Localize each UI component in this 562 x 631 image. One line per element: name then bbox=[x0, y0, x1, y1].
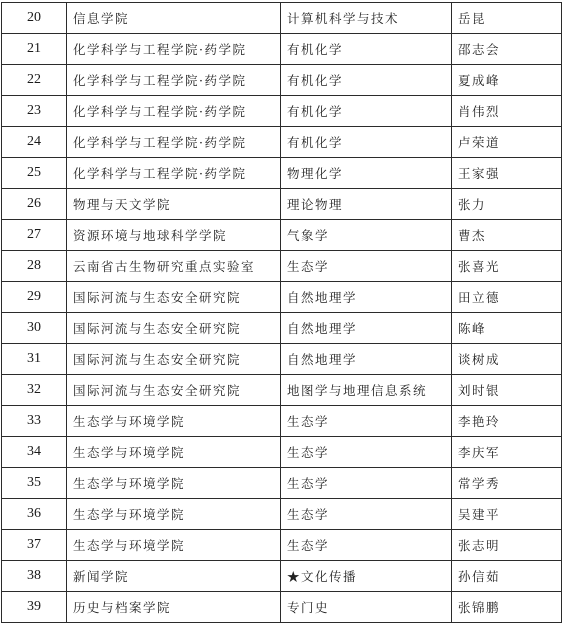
advisor-name-cell: 张力 bbox=[452, 189, 562, 220]
advisor-name-cell: 李庆军 bbox=[452, 437, 562, 468]
department-cell: 生态学与环境学院 bbox=[67, 468, 281, 499]
major-cell: 气象学 bbox=[281, 220, 452, 251]
department-cell: 化学科学与工程学院·药学院 bbox=[67, 65, 281, 96]
major-cell: 自然地理学 bbox=[281, 313, 452, 344]
major-cell: 物理化学 bbox=[281, 158, 452, 189]
advisor-name-cell: 常学秀 bbox=[452, 468, 562, 499]
row-number-cell: 28 bbox=[2, 251, 67, 282]
advisor-name-cell: 田立德 bbox=[452, 282, 562, 313]
row-number-cell: 37 bbox=[2, 530, 67, 561]
table-row bbox=[2, 65, 562, 96]
table-row bbox=[2, 34, 562, 65]
major-cell: 生态学 bbox=[281, 437, 452, 468]
major-cell: 地图学与地理信息系统 bbox=[281, 375, 452, 406]
major-cell: 自然地理学 bbox=[281, 282, 452, 313]
major-cell: 有机化学 bbox=[281, 127, 452, 158]
advisor-name-cell: 刘时银 bbox=[452, 375, 562, 406]
advisor-name-cell: 邵志会 bbox=[452, 34, 562, 65]
row-number-cell: 25 bbox=[2, 158, 67, 189]
major-cell: 自然地理学 bbox=[281, 344, 452, 375]
table-row bbox=[2, 344, 562, 375]
department-cell: 生态学与环境学院 bbox=[67, 499, 281, 530]
row-number-cell: 21 bbox=[2, 34, 67, 65]
department-cell: 化学科学与工程学院·药学院 bbox=[67, 158, 281, 189]
advisor-name-cell: 李艳玲 bbox=[452, 406, 562, 437]
row-number-cell: 23 bbox=[2, 96, 67, 127]
major-cell: 有机化学 bbox=[281, 65, 452, 96]
major-cell: 生态学 bbox=[281, 406, 452, 437]
advisor-name-cell: 陈峰 bbox=[452, 313, 562, 344]
advisor-name-cell: 张喜光 bbox=[452, 251, 562, 282]
table-body bbox=[2, 3, 562, 623]
table-row bbox=[2, 189, 562, 220]
table-row bbox=[2, 375, 562, 406]
department-cell: 历史与档案学院 bbox=[67, 592, 281, 623]
major-cell: 生态学 bbox=[281, 468, 452, 499]
department-cell: 生态学与环境学院 bbox=[67, 437, 281, 468]
advisor-name-cell: 孙信茹 bbox=[452, 561, 562, 592]
row-number-cell: 38 bbox=[2, 561, 67, 592]
table-row bbox=[2, 437, 562, 468]
table-row bbox=[2, 127, 562, 158]
row-number-cell: 36 bbox=[2, 499, 67, 530]
department-cell: 化学科学与工程学院·药学院 bbox=[67, 127, 281, 158]
advisor-name-cell: 卢荣道 bbox=[452, 127, 562, 158]
department-cell: 国际河流与生态安全研究院 bbox=[67, 313, 281, 344]
advisor-name-cell: 张志明 bbox=[452, 530, 562, 561]
row-number-cell: 32 bbox=[2, 375, 67, 406]
department-cell: 化学科学与工程学院·药学院 bbox=[67, 34, 281, 65]
department-cell: 国际河流与生态安全研究院 bbox=[67, 282, 281, 313]
department-cell: 资源环境与地球科学学院 bbox=[67, 220, 281, 251]
row-number-cell: 39 bbox=[2, 592, 67, 623]
row-number-cell: 34 bbox=[2, 437, 67, 468]
table-row bbox=[2, 313, 562, 344]
table-row bbox=[2, 96, 562, 127]
major-cell: ★文化传播 bbox=[281, 561, 452, 592]
table-row bbox=[2, 406, 562, 437]
major-cell: 有机化学 bbox=[281, 34, 452, 65]
table-row bbox=[2, 592, 562, 623]
department-cell: 新闻学院 bbox=[67, 561, 281, 592]
advisor-name-cell: 张锦鹏 bbox=[452, 592, 562, 623]
row-number-cell: 26 bbox=[2, 189, 67, 220]
major-cell: 生态学 bbox=[281, 251, 452, 282]
department-cell: 生态学与环境学院 bbox=[67, 406, 281, 437]
table-row bbox=[2, 530, 562, 561]
row-number-cell: 27 bbox=[2, 220, 67, 251]
department-cell: 国际河流与生态安全研究院 bbox=[67, 344, 281, 375]
table-row bbox=[2, 3, 562, 34]
department-cell: 化学科学与工程学院·药学院 bbox=[67, 96, 281, 127]
advisor-name-cell: 夏成峰 bbox=[452, 65, 562, 96]
row-number-cell: 30 bbox=[2, 313, 67, 344]
advisor-name-cell: 曹杰 bbox=[452, 220, 562, 251]
table-row bbox=[2, 282, 562, 313]
advisor-name-cell: 王家强 bbox=[452, 158, 562, 189]
row-number-cell: 33 bbox=[2, 406, 67, 437]
department-cell: 物理与天文学院 bbox=[67, 189, 281, 220]
advisor-name-cell: 岳昆 bbox=[452, 3, 562, 34]
row-number-cell: 22 bbox=[2, 65, 67, 96]
major-cell: 理论物理 bbox=[281, 189, 452, 220]
row-number-cell: 29 bbox=[2, 282, 67, 313]
row-number-cell: 35 bbox=[2, 468, 67, 499]
row-number-cell: 31 bbox=[2, 344, 67, 375]
major-cell: 计算机科学与技术 bbox=[281, 3, 452, 34]
major-cell: 生态学 bbox=[281, 499, 452, 530]
advisor-name-cell: 吴建平 bbox=[452, 499, 562, 530]
table-row bbox=[2, 468, 562, 499]
row-number-cell: 24 bbox=[2, 127, 67, 158]
table-row bbox=[2, 251, 562, 282]
advisor-name-cell: 肖伟烈 bbox=[452, 96, 562, 127]
major-cell: 有机化学 bbox=[281, 96, 452, 127]
table-row bbox=[2, 499, 562, 530]
department-cell: 信息学院 bbox=[67, 3, 281, 34]
table-row bbox=[2, 220, 562, 251]
major-cell: 专门史 bbox=[281, 592, 452, 623]
table-row bbox=[2, 561, 562, 592]
advisor-table bbox=[1, 2, 562, 623]
department-cell: 国际河流与生态安全研究院 bbox=[67, 375, 281, 406]
table-row bbox=[2, 158, 562, 189]
row-number-cell: 20 bbox=[2, 3, 67, 34]
advisor-name-cell: 谈树成 bbox=[452, 344, 562, 375]
department-cell: 生态学与环境学院 bbox=[67, 530, 281, 561]
major-cell: 生态学 bbox=[281, 530, 452, 561]
department-cell: 云南省古生物研究重点实验室 bbox=[67, 251, 281, 282]
